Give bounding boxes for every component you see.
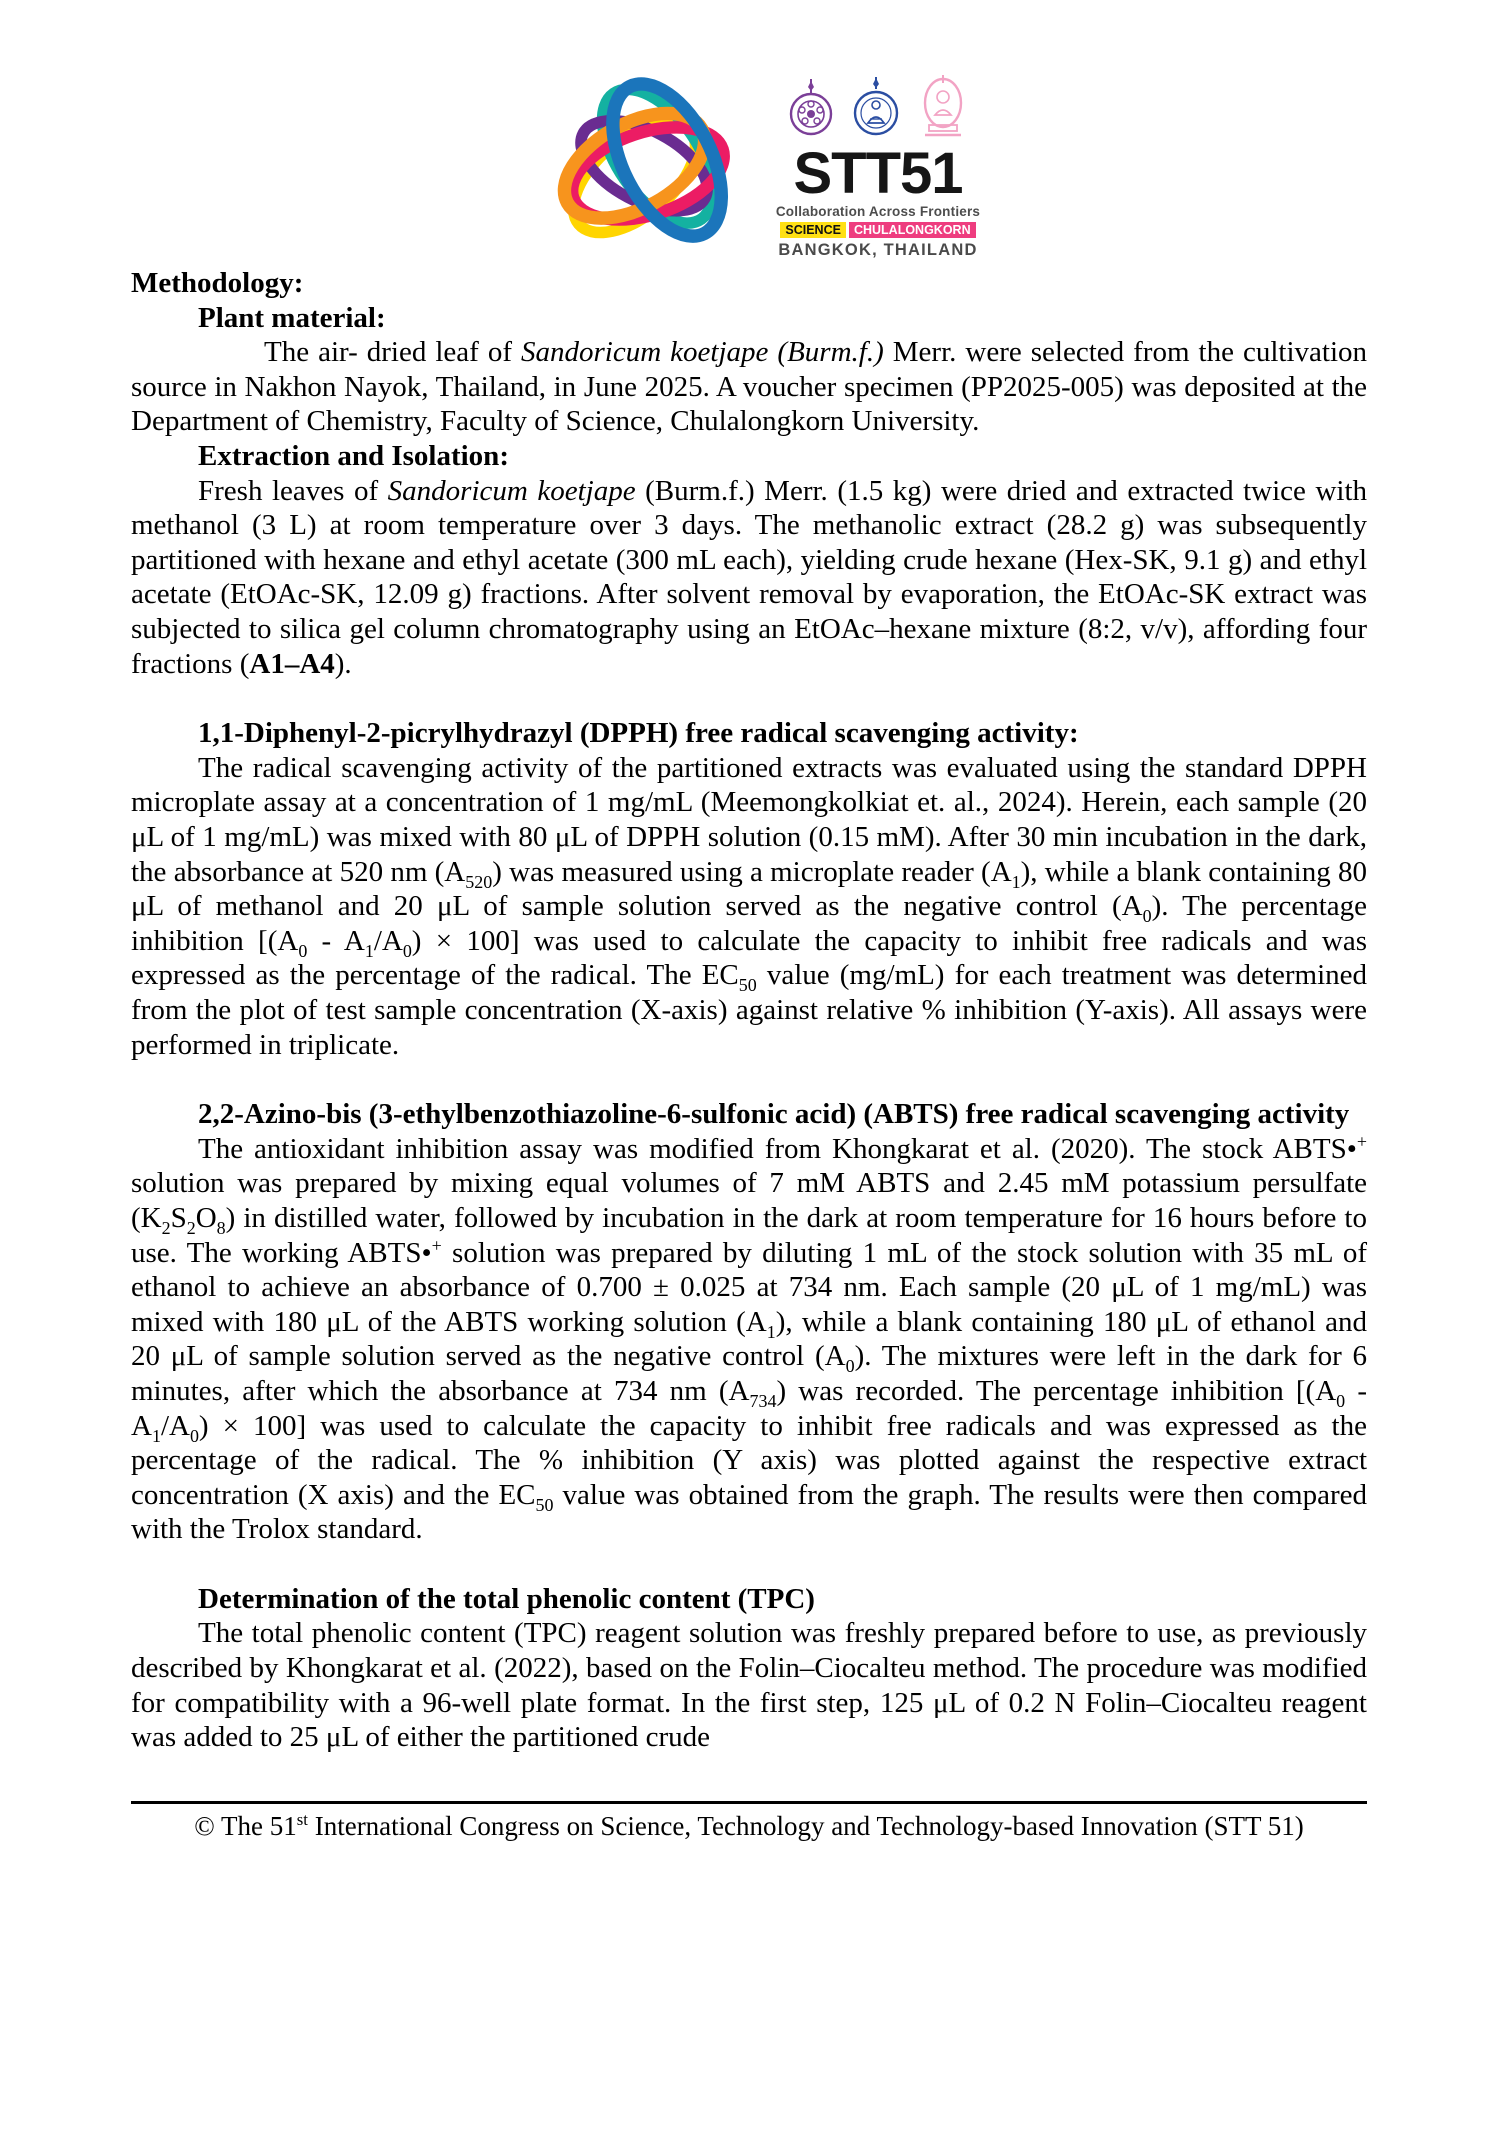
heading-plant-material: Plant material: — [198, 301, 386, 334]
emblem-pink-seal-icon — [916, 73, 970, 144]
emblem-blue-seal-icon — [850, 75, 902, 144]
logo-badges — [780, 222, 975, 238]
heading-extraction: Extraction and Isolation: — [198, 440, 509, 473]
logo-tagline: Collaboration Across Frontiers — [775, 204, 981, 220]
paragraph-abts: The antioxidant inhibition assay was modified from Khongkarat et al. (2020). The stock ABTS•+ solution was prepared by mixing equal volumes of 7 mM ABTS and 2.45 mM potassium persulfate $(K_2S_2O_8)$ in distilled water, followed by incubation in the dark at room temperature for 16 hours before to use. The working ABTS•+ solution was prepared by diluting 1 mL of the stock solution with 35 mL of ethanol to achieve an absorbance of 0.700 ± 0.025 at 734 nm. Each sample (20 μL of 1 mg/mL) was mixed with 180 μL of the ABTS working solution $(A_1)$, while a blank containing 180 μL of ethanol and 20 μL of sample solution served as the negative control $(A_0)$. The mixtures were left in the dark for 6 minutes, after which the absorbance at 734 nm $(A_{734})$ was recorded. The percentage inhibition $[(A_0 - A_1/A_0) \times 100]$ was used to calculate the capacity to inhibit free radicals and was expressed as the percentage of the radical. The % inhibition (Y axis) was plotted against the respective extract concentration (X axis) and the $EC_{50}$ value was obtained from the graph. The results were then compared with the Trolox standard. — [131, 1131, 1368, 1546]
logo-location: BANGKOK, THAILAND — [778, 241, 978, 260]
heading-tpc: Determination of the total phenolic content (TPC) — [198, 1582, 815, 1615]
footer-copyright: © The 51st International Congress on Science, Technology and Technology-based Innovation (STT 51) — [194, 1809, 1304, 1841]
heading-dpph: 1,1-Diphenyl-2-picrylhydrazyl (DPPH) free radical scavenging activity: — [198, 717, 1079, 750]
paragraph-dpph: The radical scavenging activity of the partitioned extracts was evaluated using the standard DPPH microplate assay at a concentration of 1 mg/mL (Meemongkolkiat et. al., 2024). Herein, each sample (20 μL of 1 mg/mL) was mixed with 80 μL of DPPH solution (0.15 mM). After 30 min incubation in the dark, the absorbance at 520 nm $(A_{520})$ was measured using a microplate reader $(A_1)$, while a blank containing 80 μL of methanol and 20 μL of sample solution served as the negative control $(A_0)$. The percentage inhibition $[(A_0 - A_1/A_0) \times 100]$ was used to calculate the capacity to inhibit free radicals and was expressed as the percentage of the radical. The $EC_{50}$ value (mg/mL) for each treatment was determined from the plot of test sample concentration (X-axis) against relative % inhibition (Y-axis). All assays were performed in triplicate. — [131, 751, 1368, 1061]
heading-methodology: Methodology: — [131, 267, 304, 300]
footer-divider — [131, 1801, 1367, 1804]
logo-title: STT51 — [793, 141, 963, 206]
emblem-purple-seal-icon — [786, 77, 836, 144]
paragraph-extraction: Fresh leaves of Sandoricum koetjape (Burm.f.) Merr. (1.5 kg) were dried and extracted twice with methanol (3 L) at room temperature over 3 days. The methanolic extract (28.2 g) was subsequently partitioned with hexane and ethyl acetate (300 mL each), yielding crude hexane (Hex-SK, 9.1 g) and ethyl acetate (EtOAc-SK, 12.09 g) fractions. After solvent removal by evaporation, the EtOAc-SK extract was subjected to silica gel column chromatography using an EtOAc–hexane mixture (8:2, v/v), affording four fractions (A1–A4). — [131, 474, 1367, 680]
page-footer — [131, 1801, 1367, 1842]
science-badge: SCIENCE — [780, 222, 846, 238]
logo-text-block — [776, 70, 980, 260]
stt51-knot-icon — [518, 70, 774, 252]
emblem-row — [786, 78, 970, 144]
chulalongkorn-badge: CHULALONGKORN — [849, 222, 976, 238]
heading-abts: 2,2-Azino-bis (3-ethylbenzothiazoline-6-sulfonic acid) (ABTS) free radical scavenging activity — [198, 1098, 1350, 1131]
document-body — [131, 266, 1367, 1755]
paragraph-tpc: The total phenolic content (TPC) reagent solution was freshly prepared before to use, as previously described by Khongkarat et al. (2022), based on the Folin–Ciocalteu method. The procedure was modified for compatibility with a 96-well plate format. In the first step, 125 μL of 0.2 N Folin–Ciocalteu reagent was added to 25 μL of either the partitioned crude — [131, 1617, 1367, 1754]
paragraph-plant-material: The air- dried leaf of Sandoricum koetjape (Burm.f.) Merr. were selected from the cultivation source in Nakhon Nayok, Thailand, in June 2025. A voucher specimen (PP2025-005) was deposited at the Department of Chemistry, Faculty of Science, Chulalongkorn University. — [131, 336, 1368, 438]
stt51-logo — [131, 70, 1367, 260]
